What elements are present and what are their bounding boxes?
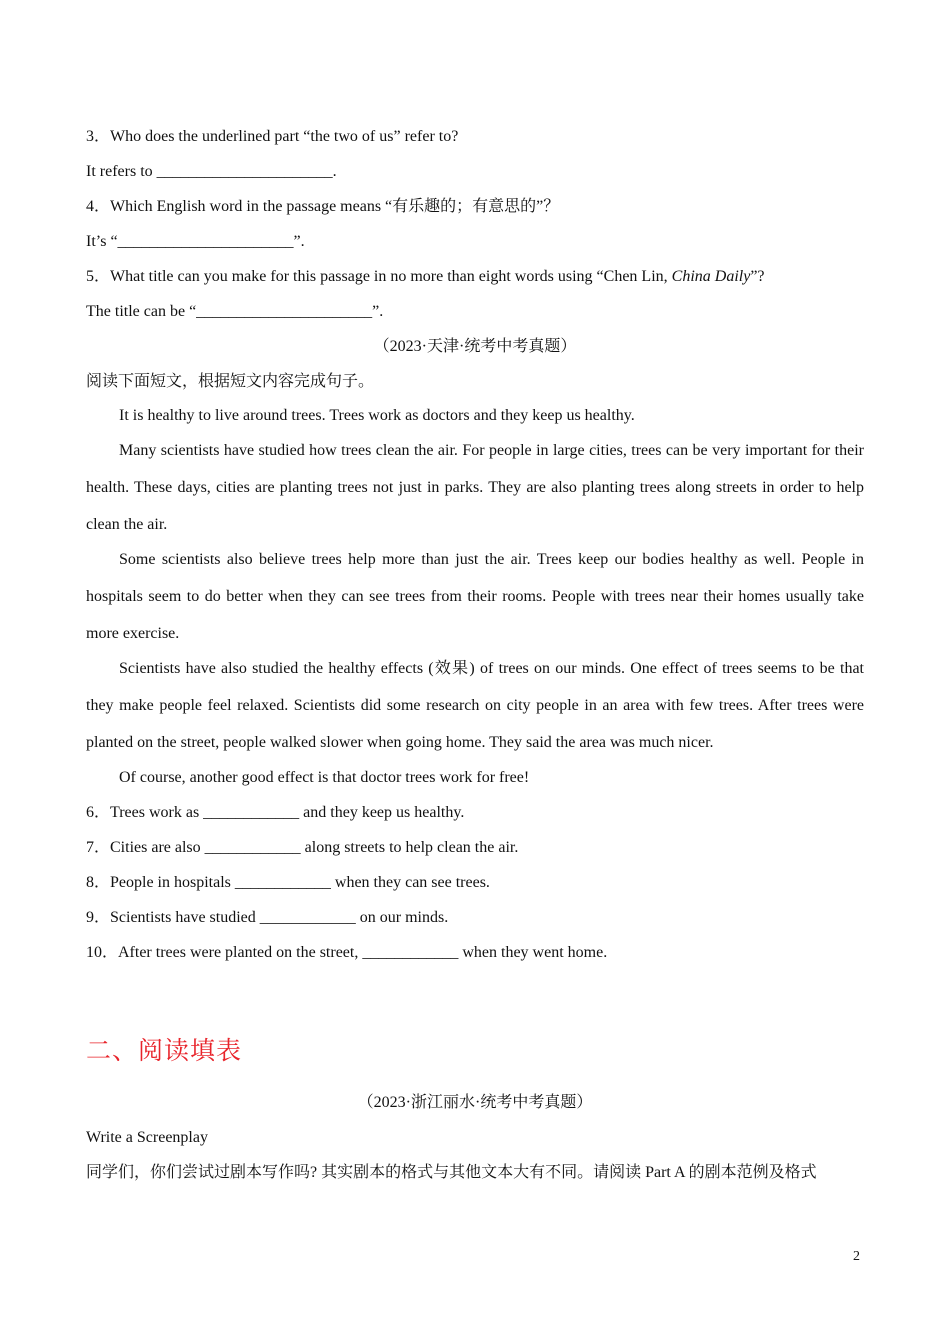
passage-paragraph-5: Of course, another good effect is that doctor trees work for free! (119, 769, 530, 786)
question-8: 8．People in hospitals ____________ when they can see trees. (86, 874, 490, 891)
question-4-answer-line: It’s “______________________”. (86, 233, 305, 250)
question-9: 9．Scientists have studied ____________ on our minds. (86, 909, 449, 926)
passage-paragraph-3: Some scientists also believe trees help more than just the air. Trees keep our bodies healthy as well. People in hospitals seem to do better when they can see trees from their rooms. People with trees near their homes usually take more exercise. (86, 551, 864, 642)
question-5-answer-line: The title can be “______________________”. (86, 303, 384, 320)
passage-paragraph-4: Scientists have also studied the healthy effects (效果) of trees on our minds. One effect of trees seems to be that they make people feel relaxed. Scientists did some research on city people in an area with few trees. After trees were planted on the street, people walked slower when going home. They said the area was much nicer. (86, 660, 864, 751)
screenplay-intro: 同学们，你们尝试过剧本写作吗? 其实剧本的格式与其他文本大有不同。请阅读 Part A 的剧本范例及格式 (86, 1164, 817, 1181)
passage-paragraph-1: It is healthy to live around trees. Trees work as doctors and they keep us healthy. (119, 407, 635, 424)
question-5-italic: China Daily (671, 268, 751, 285)
question-5-end: ”? (750, 268, 765, 285)
question-5-text: 5．What title can you make for this passage in no more than eight words using “Chen Lin, (86, 268, 672, 285)
question-6: 6．Trees work as ____________ and they keep us healthy. (86, 804, 465, 821)
question-3-answer-line: It refers to ______________________. (86, 163, 337, 180)
page-number: 2 (853, 1249, 860, 1264)
source-label-tianjin: （2023·天津·统考中考真题） (373, 338, 577, 355)
question-10: 10．After trees were planted on the street, ____________ when they went home. (86, 944, 608, 961)
reading-instruction: 阅读下面短文，根据短文内容完成句子。 (86, 373, 375, 390)
question-3: 3．Who does the underlined part “the two of us” refer to? (86, 128, 459, 145)
screenplay-title: Write a Screenplay (86, 1129, 208, 1146)
question-4: 4．Which English word in the passage means “有乐趣的；有意思的”？ (86, 198, 560, 215)
source-label-zhejiang: （2023·浙江丽水·统考中考真题） (357, 1094, 593, 1111)
question-7: 7．Cities are also ____________ along streets to help clean the air. (86, 839, 519, 856)
question-5 (86, 267, 864, 287)
passage-paragraph-2: Many scientists have studied how trees clean the air. For people in large cities, trees can be very important for their health. These days, cities are planting trees not just in parks. They are also planting trees along streets in order to help clean the air. (86, 442, 864, 533)
section-title: 二、阅读填表 (86, 1036, 243, 1065)
